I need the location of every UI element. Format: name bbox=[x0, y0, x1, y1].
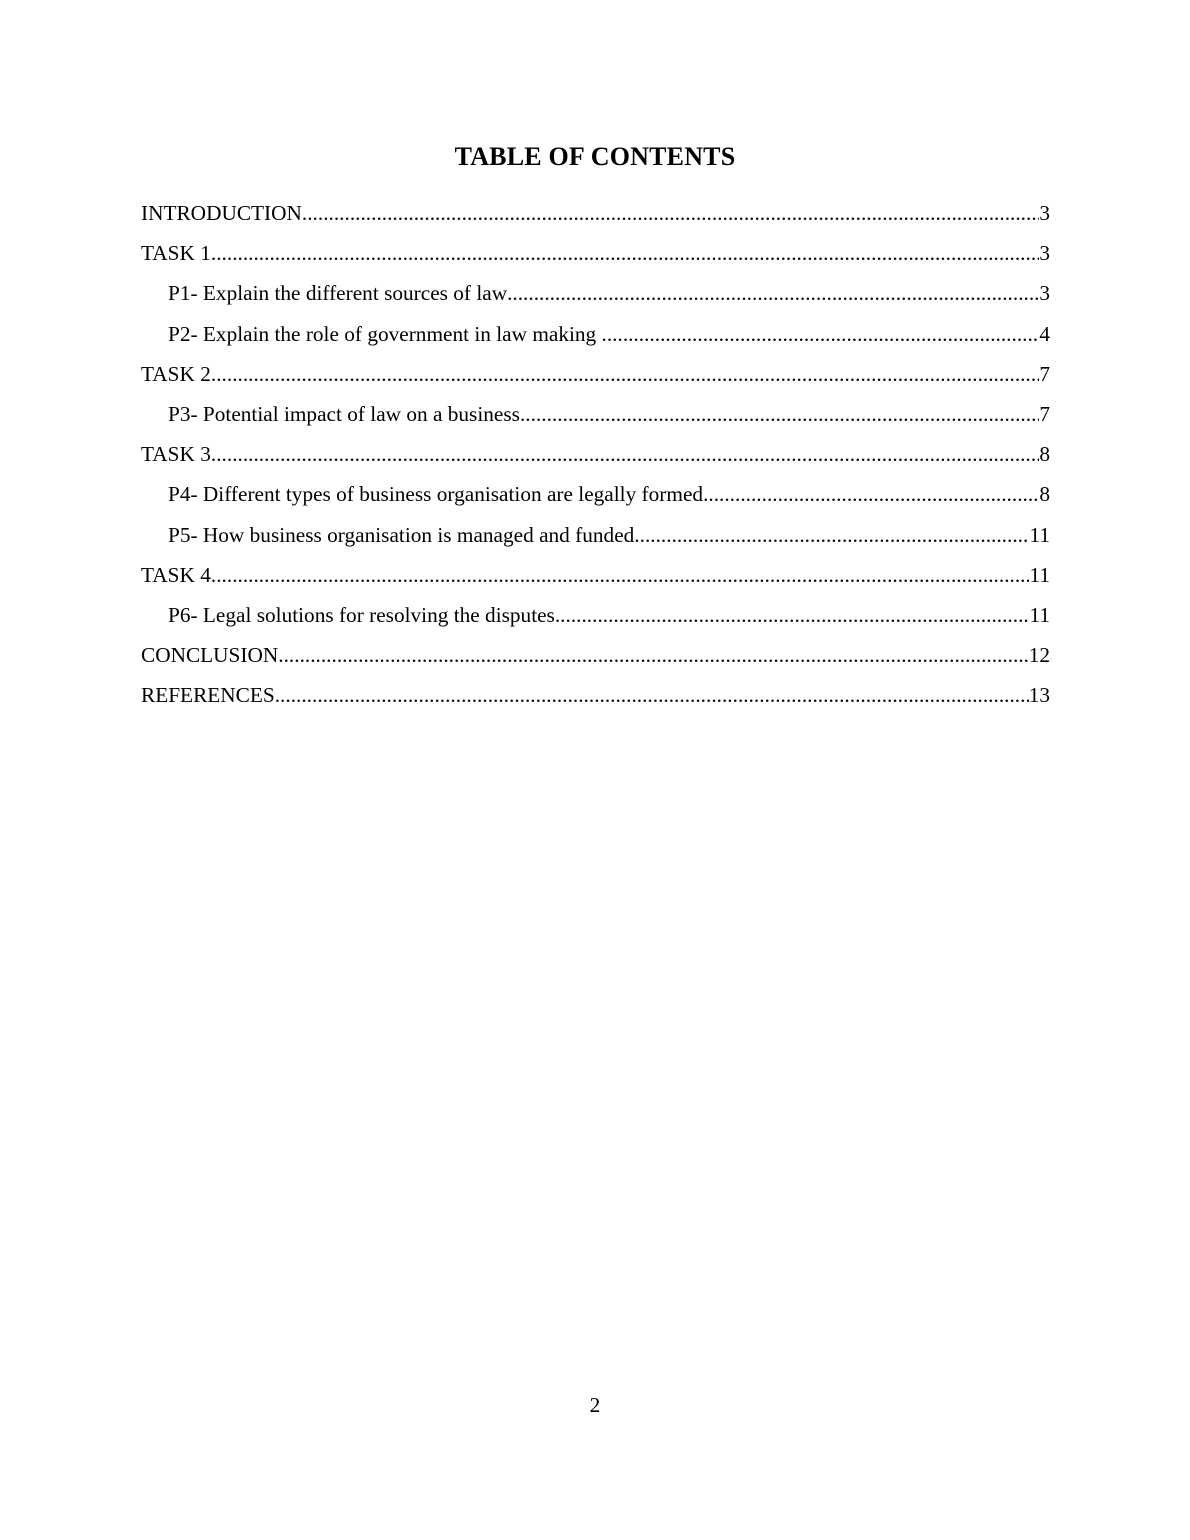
toc-entry-label: TASK 1 bbox=[141, 241, 211, 266]
toc-entry-label: P2- Explain the role of government in law making bbox=[168, 321, 602, 346]
toc-entry-label: TASK 2 bbox=[141, 361, 211, 386]
toc-list bbox=[141, 198, 1050, 720]
toc-entry-p1[interactable] bbox=[141, 278, 1050, 318]
toc-entry-p5[interactable] bbox=[141, 520, 1050, 560]
toc-entry-p6[interactable] bbox=[141, 600, 1050, 640]
toc-dot-leader bbox=[302, 198, 1039, 228]
toc-dot-leader bbox=[602, 319, 1040, 349]
toc-heading: TABLE OF CONTENTS bbox=[454, 142, 736, 171]
toc-entry-page: 7 bbox=[1039, 361, 1050, 386]
toc-entry-label: INTRODUCTION bbox=[141, 201, 302, 225]
toc-entry-page: 11 bbox=[1029, 522, 1050, 547]
toc-dot-leader bbox=[211, 560, 1030, 590]
toc-entry-p3[interactable] bbox=[141, 399, 1050, 439]
toc-entry-page: 8 bbox=[1039, 442, 1050, 467]
toc-dot-leader bbox=[634, 520, 1029, 550]
toc-entry-task-2[interactable] bbox=[141, 359, 1050, 399]
toc-entry-page: 12 bbox=[1028, 643, 1050, 668]
toc-entry-label: P5- How business organisation is managed and funded bbox=[168, 522, 635, 547]
toc-dot-leader bbox=[211, 439, 1039, 469]
toc-entry-label: P6- Legal solutions for resolving the disputes bbox=[168, 602, 555, 627]
toc-entry-page: 11 bbox=[1029, 602, 1050, 627]
toc-entry-page: 3 bbox=[1039, 201, 1050, 225]
toc-entry-page: 11 bbox=[1029, 562, 1050, 587]
toc-entry-label: TASK 3 bbox=[141, 442, 211, 467]
toc-dot-leader bbox=[211, 238, 1039, 268]
toc-entry-label: P1- Explain the different sources of law bbox=[168, 281, 508, 306]
toc-entry-label: REFERENCES bbox=[141, 683, 275, 708]
toc-entry-page: 4 bbox=[1039, 321, 1050, 346]
toc-entry-p4[interactable] bbox=[141, 479, 1050, 519]
toc-entry-p2[interactable] bbox=[141, 319, 1050, 359]
toc-entry-task-1[interactable] bbox=[141, 238, 1050, 278]
toc-dot-leader bbox=[520, 399, 1039, 429]
toc-entry-label: CONCLUSION bbox=[141, 643, 279, 668]
toc-entry-page: 3 bbox=[1039, 241, 1050, 266]
toc-dot-leader bbox=[275, 680, 1029, 710]
toc-entry-conclusion[interactable] bbox=[141, 640, 1050, 680]
toc-entry-task-4[interactable] bbox=[141, 560, 1050, 600]
toc-dot-leader bbox=[555, 600, 1030, 630]
toc-dot-leader bbox=[278, 640, 1028, 670]
toc-entry-page: 7 bbox=[1039, 401, 1050, 426]
toc-dot-leader bbox=[703, 479, 1039, 509]
toc-entry-page: 8 bbox=[1039, 482, 1050, 507]
page-number: 2 bbox=[589, 1393, 601, 1417]
toc-dot-leader bbox=[211, 359, 1039, 389]
toc-entry-label: TASK 4 bbox=[141, 562, 211, 587]
toc-entry-page: 3 bbox=[1039, 281, 1050, 306]
toc-entry-label: P4- Different types of business organisation are legally formed bbox=[168, 482, 704, 507]
toc-dot-leader bbox=[507, 278, 1039, 308]
toc-entry-task-3[interactable] bbox=[141, 439, 1050, 479]
toc-entry-references[interactable] bbox=[141, 680, 1050, 720]
toc-entry-introduction[interactable] bbox=[141, 198, 1050, 238]
toc-entry-label: P3- Potential impact of law on a business bbox=[168, 401, 520, 426]
toc-entry-page: 13 bbox=[1028, 683, 1050, 708]
